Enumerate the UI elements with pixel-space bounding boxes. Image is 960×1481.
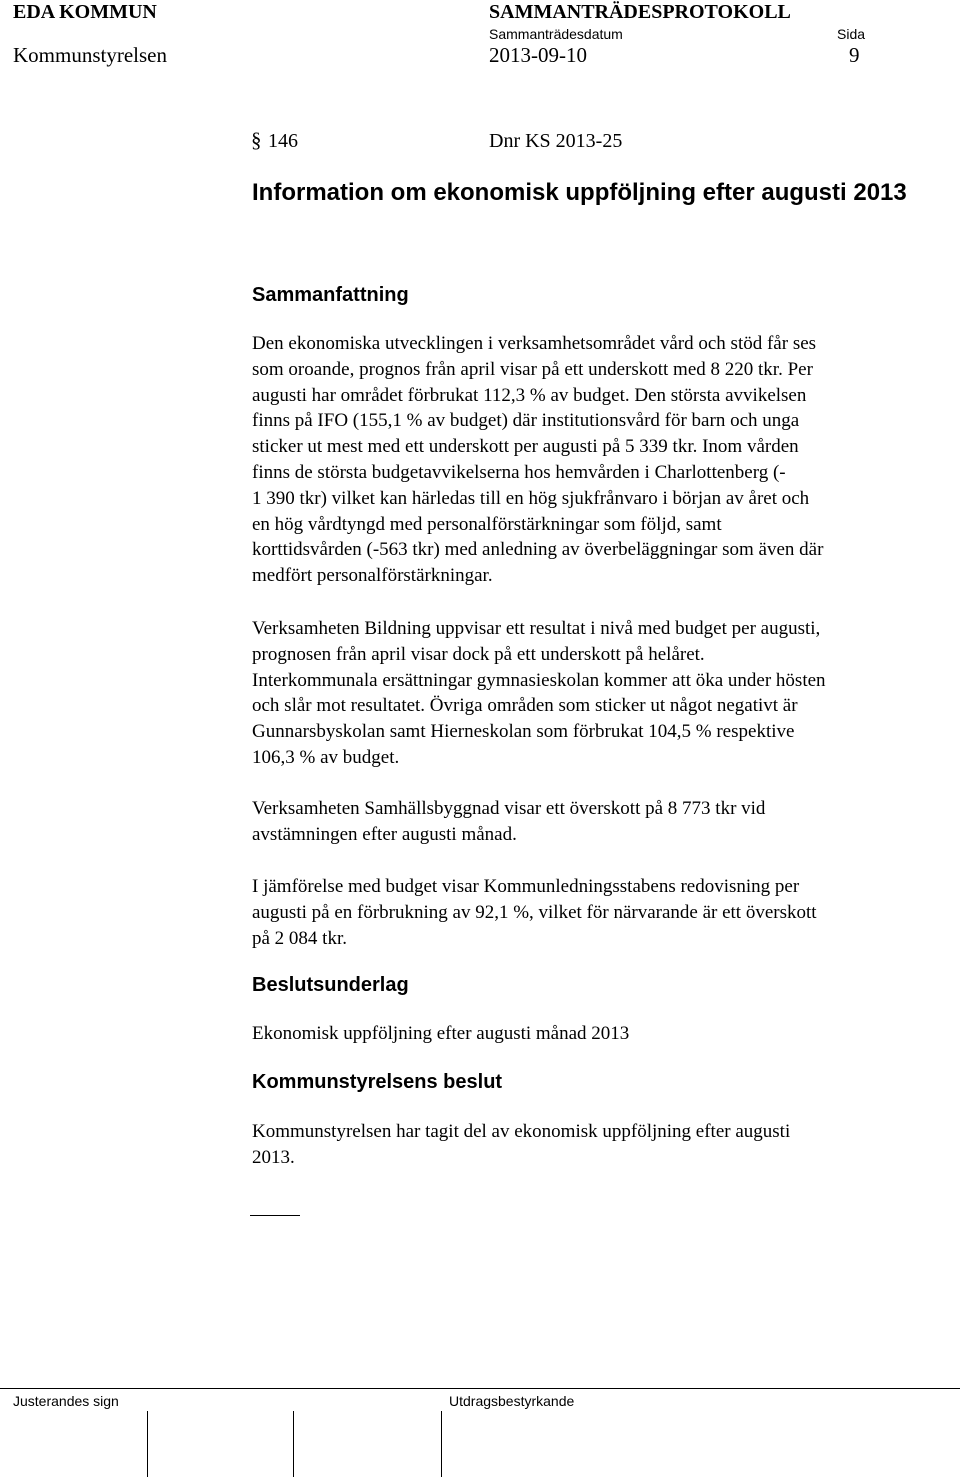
- basis-heading: Beslutsunderlag: [252, 974, 409, 996]
- meeting-date: 2013-09-10: [489, 43, 587, 67]
- item-title: Information om ekonomisk uppföljning efter augusti 2013: [252, 179, 907, 206]
- organization-name: EDA KOMMUN: [13, 1, 157, 23]
- meeting-date-label: Sammanträdesdatum: [489, 26, 623, 42]
- signature-box-divider: [293, 1411, 294, 1477]
- summary-paragraph-care: Den ekonomiska utvecklingen i verksamhetsområdet vård och stöd får ses som oroande, prognos från april visar på ett underskott med 8 220 tkr. Per augusti har området förbrukat 112,3 % av budget. Den största avvikelsen finns på IFO (155,1 % av budget) där institutionsvård för barn och unga sticker ut mest med ett underskott per augusti på 5 339 tkr. Inom vården finns de största budgetavvikelserna hos hemvården i Charlottenberg (- 1 390 tkr) vilket kan härledas till en hög sjukfrånvaro i början av året och en hög vårdtyngd med personalförstärkningar som följd, samt korttidsvården (-563 tkr) med anledning av överbeläggningar som även där medfört personalförstärkningar.: [252, 333, 824, 587]
- certification-label: Utdragsbestyrkande: [449, 1393, 575, 1409]
- case-number: Dnr KS 2013-25: [489, 130, 623, 152]
- section-end-rule: [250, 1215, 300, 1216]
- page-number: 9: [849, 43, 860, 67]
- decision-text: Kommunstyrelsen har tagit del av ekonomisk uppföljning efter augusti 2013.: [252, 1121, 791, 1168]
- decision-heading: Kommunstyrelsens beslut: [252, 1071, 503, 1093]
- summary-paragraph-management: I jämförelse med budget visar Kommunledningsstabens redovisning per augusti på en förbrukning av 92,1 %, vilket för närvarande är ett överskott på 2 084 tkr.: [252, 876, 817, 949]
- section-sign-icon: §: [251, 128, 262, 152]
- signature-box-divider: [441, 1411, 442, 1477]
- summary-paragraph-community-building: Verksamheten Samhällsbyggnad visar ett överskott på 8 773 tkr vid avstämningen efter augusti månad.: [252, 798, 766, 845]
- signature-label: Justerandes sign: [13, 1393, 119, 1409]
- committee-name: Kommunstyrelsen: [13, 43, 167, 67]
- basis-text: Ekonomisk uppföljning efter augusti månad 2013: [252, 1023, 630, 1044]
- page-label: Sida: [837, 26, 866, 42]
- footer-divider: [0, 1388, 960, 1389]
- document-type: SAMMANTRÄDESPROTOKOLL: [489, 1, 791, 23]
- summary-heading: Sammanfattning: [252, 284, 409, 306]
- paragraph-number: 146: [268, 130, 298, 152]
- signature-box-divider: [147, 1411, 148, 1477]
- summary-paragraph-education: Verksamheten Bildning uppvisar ett resultat i nivå med budget per augusti, prognosen från april visar dock på ett underskott på helåret. Interkommunala ersättningar gymnasieskolan kommer att öka under hösten och slår mot resultatet. Övriga områden som sticker ut något negativt är Gunnarsbyskolan samt Hierneskolan som förbrukat 104,5 % respektive 106,3 % av budget.: [252, 618, 826, 768]
